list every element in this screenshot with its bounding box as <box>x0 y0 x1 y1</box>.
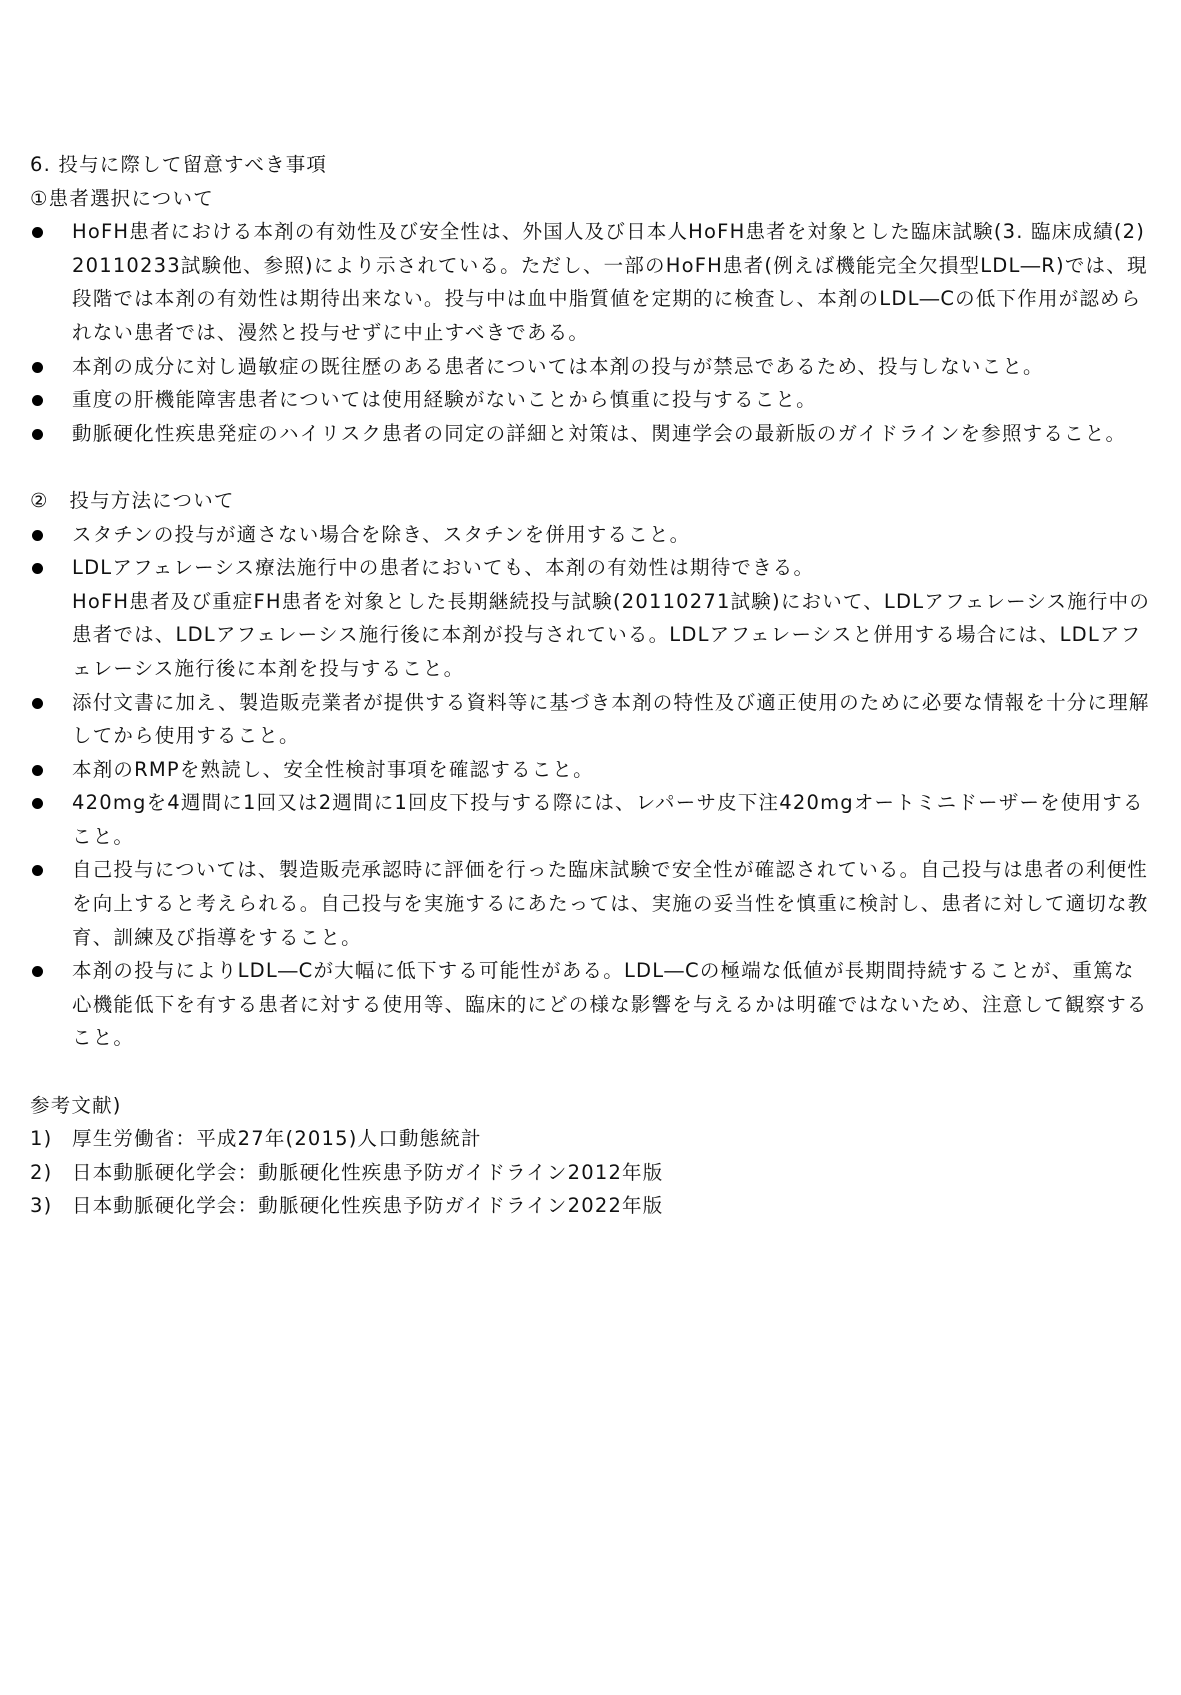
reference-number: 1) <box>30 1127 53 1151</box>
list-item: スタチンの投与が適さない場合を除き、スタチンを併用すること。 <box>30 518 1155 552</box>
bullet-icon <box>32 865 43 876</box>
bullet-icon <box>32 966 43 977</box>
list-item: 本剤のRMPを熟読し、安全性検討事項を確認すること。 <box>30 753 1155 787</box>
bullet-icon <box>32 698 43 709</box>
list-item: 本剤の成分に対し過敏症の既往歴のある患者については本剤の投与が禁忌であるため、投与しないこと。 <box>30 350 1155 384</box>
bullet-icon <box>32 227 43 238</box>
bullet-icon <box>32 765 43 776</box>
reference-item <box>30 1156 1155 1190</box>
list-item: 動脈硬化性疾患発症のハイリスク患者の同定の詳細と対策は、関連学会の最新版のガイドラインを参照すること。 <box>30 417 1155 451</box>
bullet-icon <box>32 429 43 440</box>
list-item: LDLアフェレーシス療法施行中の患者においても、本剤の有効性は期待できる。 <box>30 551 1155 585</box>
bullet-icon <box>32 530 43 541</box>
document-page <box>30 148 1155 1223</box>
subsection-title-patient-selection: ①患者選択について <box>30 186 214 210</box>
reference-text: 日本動脈硬化学会：動脈硬化性疾患予防ガイドライン2012年版 <box>72 1160 664 1184</box>
reference-text: 日本動脈硬化学会：動脈硬化性疾患予防ガイドライン2022年版 <box>72 1194 664 1218</box>
bullet-icon <box>32 362 43 373</box>
section-title: 6. 投与に際して留意すべき事項 <box>30 153 328 176</box>
reference-number: 3) <box>30 1194 53 1218</box>
reference-item <box>30 1122 1155 1156</box>
bullet-icon <box>32 395 43 406</box>
bullet-icon <box>32 798 43 809</box>
list-item: 添付文書に加え、製造販売業者が提供する資料等に基づき本剤の特性及び適正使用のために必要な情報を十分に理解してから使用すること。 <box>30 686 1155 753</box>
reference-item <box>30 1189 1155 1223</box>
list-item: 重度の肝機能障害患者については使用経験がないことから慎重に投与すること。 <box>30 383 1155 417</box>
subsection-title-administration: ② 投与方法について <box>30 488 235 512</box>
list-item: HoFH患者における本剤の有効性及び安全性は、外国人及び日本人HoFH患者を対象とした臨床試験(3. 臨床成績(2)20110233試験他、参照)により示されている。ただし、一部のHoFH患者(例えば機能完全欠損型LDL―R)では、現段階では本剤の有効性は期待出来ない。投与中は血中脂質値を定期的に検査し、本剤のLDL―Cの低下作用が認められない患者では、漫然と投与せずに中止すべきである。 <box>30 215 1155 349</box>
list-item: 本剤の投与によりLDL―Cが大幅に低下する可能性がある。LDL―Cの極端な低値が長期間持続することが、重篤な心機能低下を有する患者に対する使用等、臨床的にどの様な影響を与えるかは明確ではないため、注意して観察すること。 <box>30 954 1155 1055</box>
list-item: 420mgを4週間に1回又は2週間に1回皮下投与する際には、レパーサ皮下注420mgオートミニドーザーを使用すること。 <box>30 786 1155 853</box>
bullet-icon <box>32 563 43 574</box>
reference-number: 2) <box>30 1160 53 1184</box>
list-item: 自己投与については、製造販売承認時に評価を行った臨床試験で安全性が確認されている。自己投与は患者の利便性を向上すると考えられる。自己投与を実施するにあたっては、実施の妥当性を慎重に検討し、患者に対して適切な教育、訓練及び指導をすること。 <box>30 853 1155 954</box>
references-title: 参考文献) <box>30 1093 122 1117</box>
list-item-continuation: HoFH患者及び重症FH患者を対象とした長期継続投与試験(20110271試験)において、LDLアフェレーシス施行中の患者では、LDLアフェレーシス施行後に本剤が投与されている。LDLアフェレーシスと併用する場合には、LDLアフェレーシス施行後に本剤を投与すること。 <box>72 589 1151 680</box>
spacer <box>30 1055 1155 1089</box>
spacer <box>30 450 1155 484</box>
reference-text: 厚生労働省：平成27年(2015)人口動態統計 <box>72 1127 482 1151</box>
